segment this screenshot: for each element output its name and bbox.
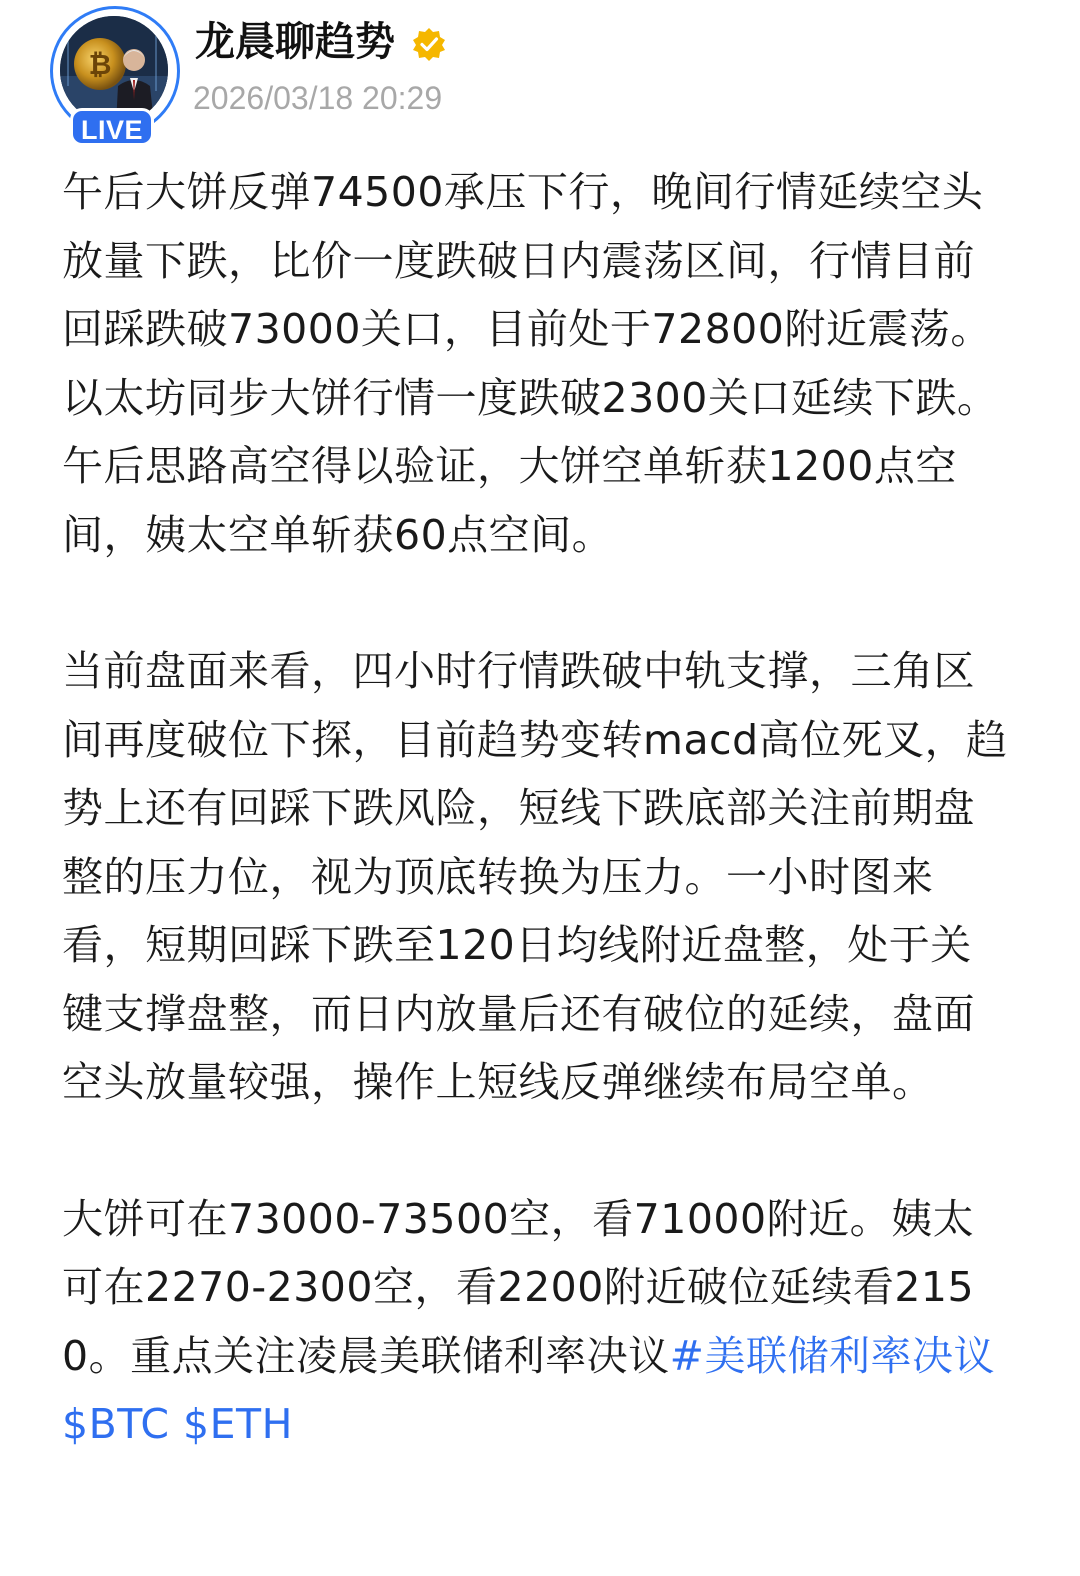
post-timestamp: 2026/03/18 20:29 — [193, 80, 443, 116]
cashtag-eth-link[interactable]: $ETH — [183, 1400, 293, 1448]
svg-text:₿: ₿ — [88, 48, 112, 81]
post-paragraph-3 — [62, 1185, 1012, 1459]
post-paragraph-2: 当前盘面来看，四小时行情跌破中轨支撑，三角区间再度破位下探，目前趋势变转macd高位死叉，趋势上还有回踩下跌风险，短线下跌底部关注前期盘整的压力位，视为顶底转换为压力。一小时图来看，短期回踩下跌至120日均线附近盘整，处于关键支撑盘整，而日内放量后还有破位的延续，盘面空头放量较强，操作上短线反弹继续布局空单。 — [62, 647, 1008, 1106]
author-avatar[interactable] — [50, 6, 178, 145]
live-badge[interactable]: LIVE — [70, 108, 154, 146]
cashtag-btc-link[interactable]: $BTC — [62, 1400, 170, 1448]
hashtag-link[interactable]: #美联储利率决议 — [669, 1331, 995, 1380]
verified-badge-icon — [412, 27, 446, 61]
post-header — [0, 0, 1080, 150]
post-body — [62, 158, 1012, 1459]
post-paragraph-3-text: 大饼可在73000-73500空，看71000附近。姨太可在2270-2300空，看2200附近破位延续看2150。重点关注凌晨美联储利率决议 — [62, 1194, 975, 1380]
author-name[interactable]: 龙晨聊趋势 — [195, 19, 395, 65]
post-paragraph-1: 午后大饼反弹74500承压下行，晚间行情延续空头放量下跌，比价一度跌破日内震荡区间，行情目前回踩跌破73000关口，目前处于72800附近震荡。以太坊同步大饼行情一度跌破2300关口延续下跌。午后思路高空得以验证，大饼空单斩获1200点空间，姨太空单斩获60点空间。 — [62, 168, 999, 559]
